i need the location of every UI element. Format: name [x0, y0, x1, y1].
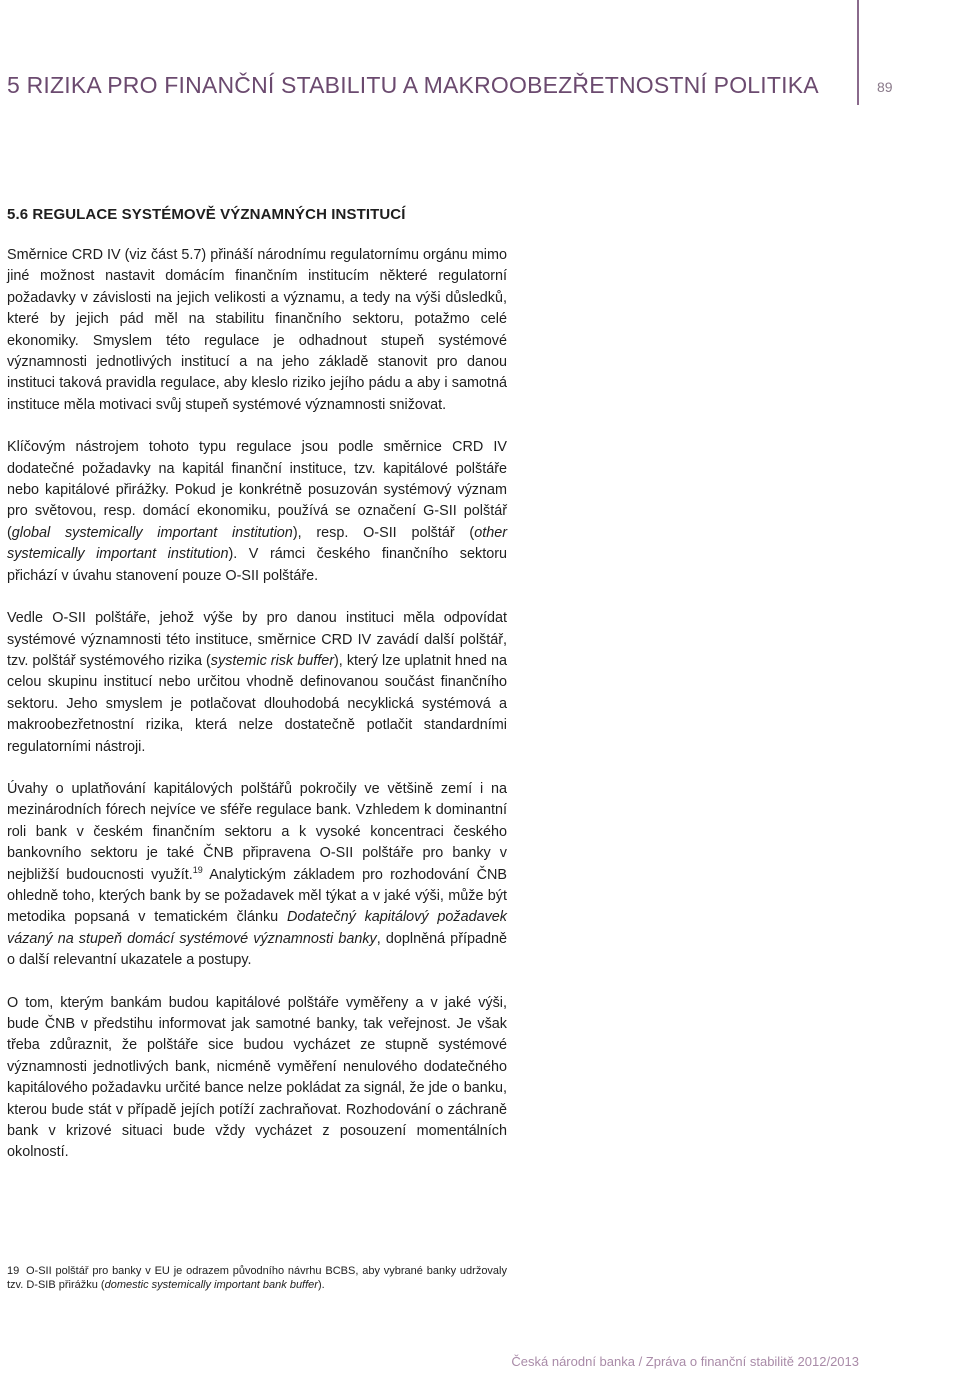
text-run: ), který lze uplatnit hned na celou skupinu institucí nebo určitou vhodně definovanou součást finančního sektoru. Jeho smyslem je potlačovat dlouhodobá necyklická systémová a makroobezřetnostní rizika, která nelze dostatečně potlačit standardními regulatorními nástroji.	[7, 652, 507, 755]
text-run: ).	[317, 1279, 325, 1291]
footnote-number: 19	[7, 1265, 20, 1277]
footnote-divider	[7, 1246, 507, 1247]
text-run: O tom, kterým bankám budou kapitálové polštáře vyměřeny a v jaké výši, bude ČNB v předstihu informovat jak samotné banky, tak veřejnost. Je však třeba zdůraznit, že polštáře sice budou vycházet ze stupně systémové významnosti jednotlivých bank, nicméně vyměření nenulového dodatečného kapitálového požadavku určité bance nelze pokládat za signál, že jde o banku, kterou bude stát v případě jejích potíží zachraňovat. Rozhodování o záchraně bank v krizové situaci bude vždy vycházet z posouzení momentálních okolností.	[7, 994, 508, 1161]
footnote	[7, 1264, 507, 1292]
italic-term: global systemically important institution	[11, 524, 293, 541]
body-text	[7, 245, 507, 1164]
paragraph	[7, 779, 507, 972]
text-run: , doplněná případně o další relevantní ukazatele a postupy.	[7, 930, 507, 969]
italic-term: other systemically important institution	[7, 524, 507, 563]
text-run: ), resp. O-SII polštář (	[292, 524, 475, 541]
italic-term: domestic systemically important bank buffer	[104, 1279, 318, 1291]
page-number: 89	[877, 79, 893, 95]
chapter-header: 5 RIZIKA PRO FINANČNÍ STABILITU A MAKROOBEZŘETNOSTNÍ POLITIKA	[7, 72, 819, 98]
text-run: Úvahy o uplatňování kapitálových polštářů pokročily ve většině zemí i na mezinárodních fórech nejvíce ve sféře regulace bank. Vzhledem k dominantní roli bank v českém finančním sektoru a k vysoké koncentraci českého bankovního sektoru je také ČNB připravena O-SII polštáře pro banky v nejbližší budoucnosti využít.	[7, 780, 507, 883]
text-run: Směrnice CRD IV (viz část 5.7) přináší národnímu regulatornímu orgánu mimo jiné možnost nastavit domácím finančním institucím některé regulatorní požadavky v závislosti na jejich velikosti a významu, a tedy na výši důsledků, které by jejich pád měl na stabilitu finančního sektoru, potažmo celé ekonomiky. Smyslem této regulace je odhadnout stupeň systémové významnosti jednotlivých institucí a na jeho základě stanovit pro danou instituci taková pravidla regulace, aby kleslo riziko jejího pádu a aby i samotná instituce měla motivaci svůj stupeň systémové významnosti snižovat.	[7, 247, 507, 413]
section-title: 5.6 REGULACE SYSTÉMOVĚ VÝZNAMNÝCH INSTITUCÍ	[7, 206, 406, 223]
italic-term: systemic risk buffer	[210, 652, 335, 669]
text-run: Analytickým základem pro rozhodování ČNB ohledně toho, kterých bank by se požadavek měl týkat a v jaké výši, může být metodika popsaná v tematickém článku	[7, 866, 507, 926]
text-run: ). V rámci českého finančního sektoru přichází v úvahu stanovení pouze O-SII polštáře.	[7, 546, 507, 584]
footnote-text	[7, 1265, 507, 1291]
page-footer: Česká národní banka / Zpráva o finanční stabilitě 2012/2013	[511, 1354, 859, 1369]
paragraph	[7, 993, 507, 1164]
footnote-ref: 19	[192, 864, 203, 875]
text-run: Klíčovým nástrojem tohoto typu regulace jsou podle směrnice CRD IV dodatečné požadavky na kapitál finanční instituce, tzv. kapitálové polštáře nebo kapitálové přirážky. Pokud je konkrétně posuzován systémový význam pro světovou, resp. domácí ekonomiku, používá se označení G-SII polštář (	[7, 439, 507, 541]
text-run: Vedle O-SII polštáře, jehož výše by pro danou instituci měla odpovídat systémové významnosti této instituce, směrnice CRD IV zavádí další polštář, tzv. polštář systémového rizika (	[7, 610, 507, 669]
paragraph	[7, 245, 507, 416]
paragraph	[7, 437, 507, 587]
paragraph	[7, 608, 507, 758]
italic-term: Dodatečný kapitálový požadavek vázaný na stupeň domácí systémové významnosti banky	[7, 909, 507, 947]
text-run: O-SII polštář pro banky v EU je odrazem původního návrhu BCBS, aby vybrané banky udržovaly tzv. D-SIB přirážku (	[7, 1265, 507, 1291]
header-divider	[857, 0, 859, 105]
